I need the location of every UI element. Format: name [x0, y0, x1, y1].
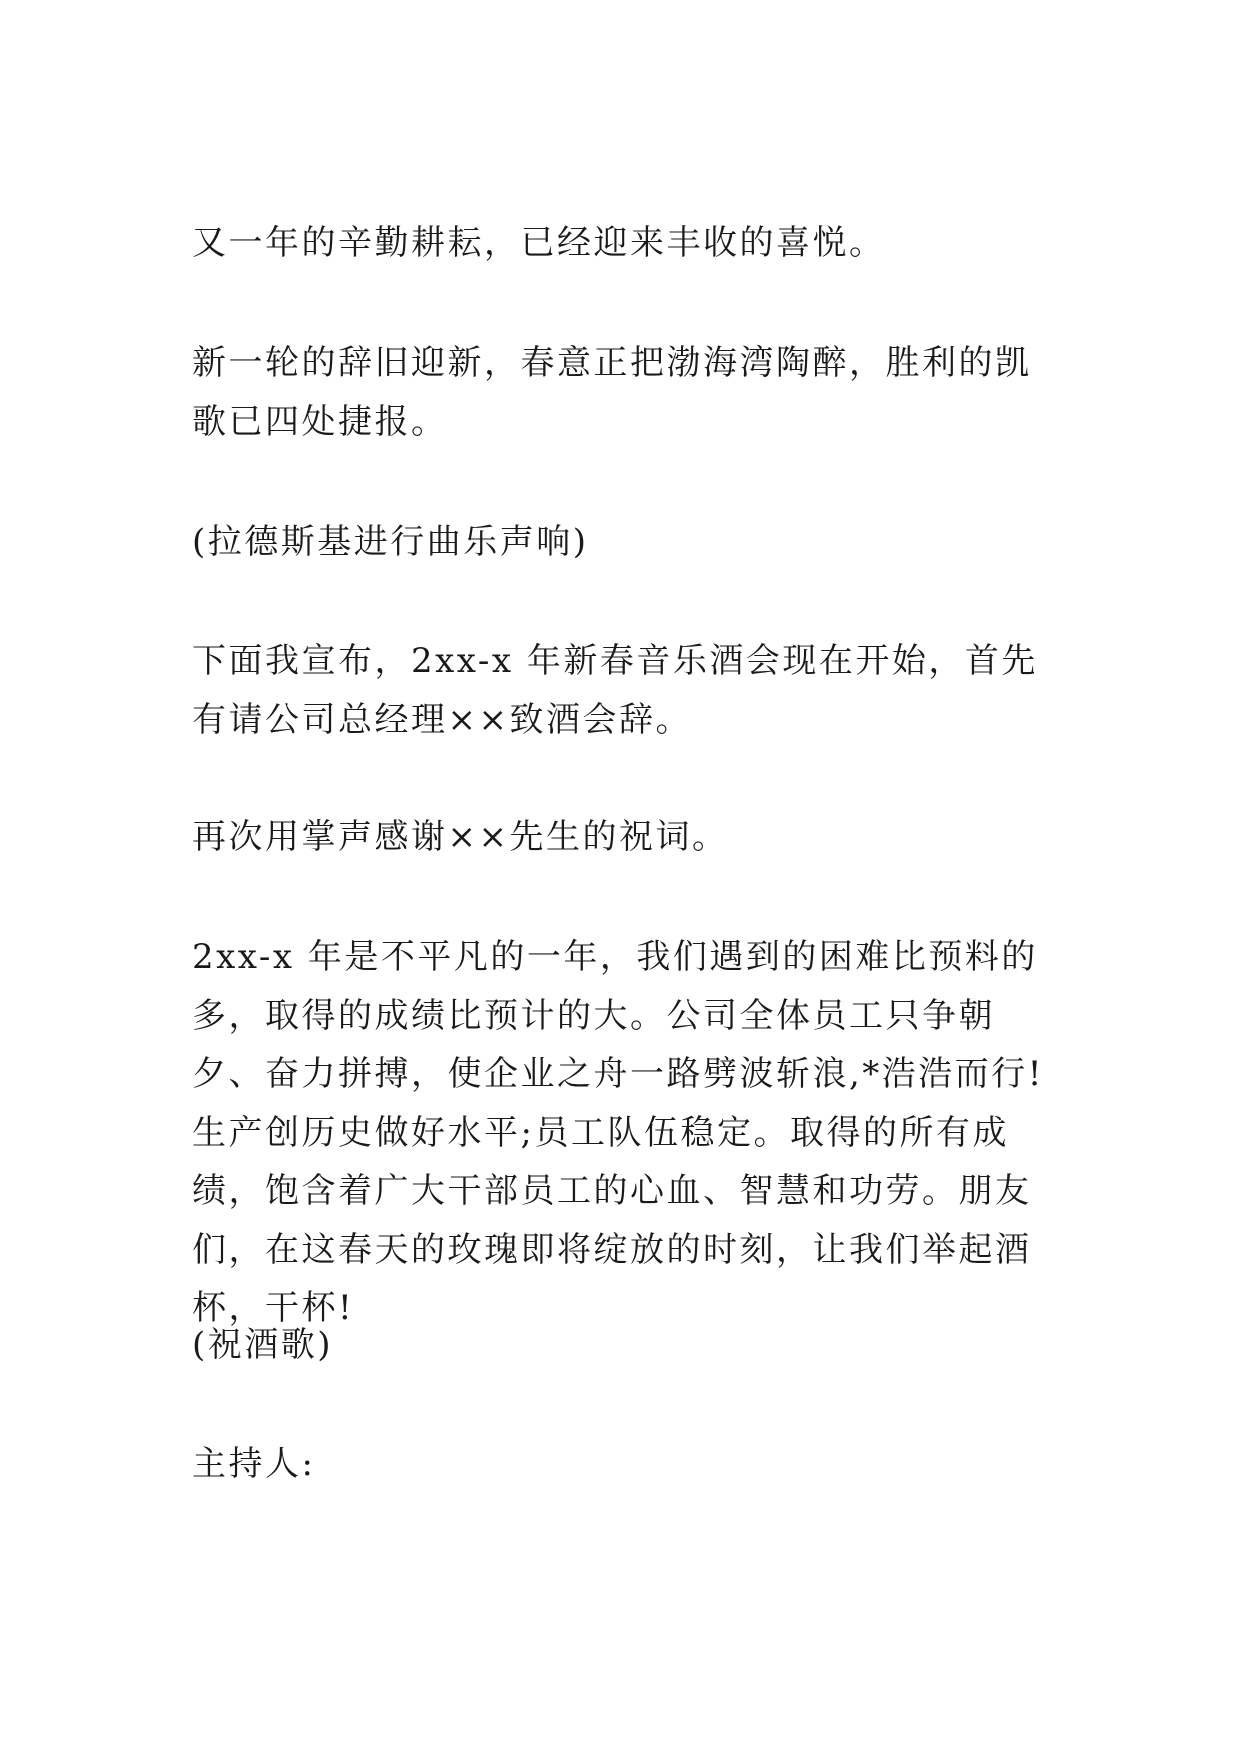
paragraph-host-label: 主持人:: [192, 1444, 316, 1484]
paragraph-harvest: 又一年的辛勤耕耘，已经迎来丰收的喜悦。: [192, 223, 886, 263]
paragraph-year-review: 2xx-x 年是不平凡的一年，我们遇到的困难比预料的多，取得的成绩比预计的大。公司全体员工只争朝夕、奋力拼搏，使企业之舟一路劈波斩浪,*浩浩而行!生产创历史做好水平;员工队伍稳定。取得的所有成绩，饱含着广大干部员工的心血、智慧和功劳。朋友们，在这春天的玫瑰即将绽放的时刻，让我们举起酒杯，干杯!: [192, 937, 1044, 1328]
paragraph-music-cue: (拉德斯基进行曲乐声响): [192, 522, 589, 562]
paragraph-toast-song: (祝酒歌): [192, 1325, 334, 1365]
paragraph-new-year: 新一轮的辞旧迎新，春意正把渤海湾陶醉，胜利的凯歌已四处捷报。: [192, 343, 1032, 442]
paragraph-announcement: 下面我宣布，2xx-x 年新春音乐酒会现在开始，首先有请公司总经理××致酒会辞。: [192, 641, 1038, 740]
paragraph-thanks: 再次用掌声感谢××先生的祝词。: [192, 817, 729, 857]
